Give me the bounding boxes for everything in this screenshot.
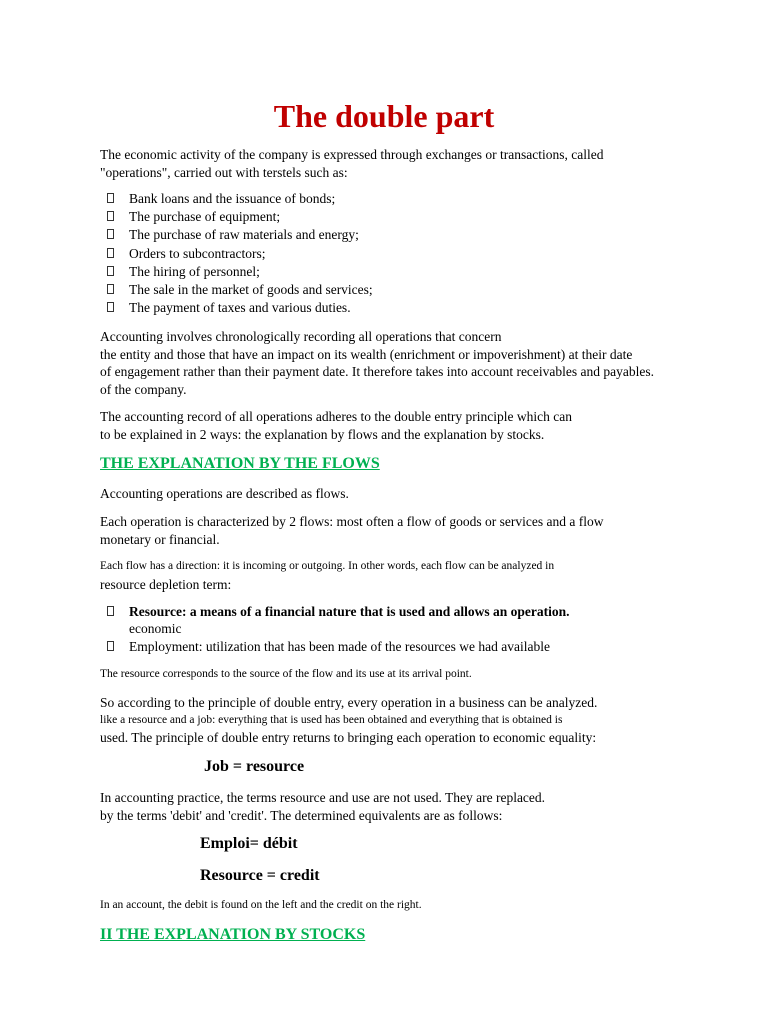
formula-emploi: Emploi= débit [200,835,298,852]
list-item: The purchase of equipment; [100,208,373,226]
record-paragraph [100,408,700,443]
bullet-box-icon [107,193,114,203]
list-item: Employment: utilization that has been made of the resources we had available [100,638,570,656]
page-title: The double part [273,98,495,134]
paragraph-line: monetary or financial. [100,531,220,547]
paragraph-line: So according to the principle of double entry, every operation in a business can be analyzed. [100,695,598,710]
resource-list [100,603,570,657]
paragraph-line: used. The principle of double entry returns to bringing each operation to economic equality: [100,730,597,745]
intro-line: "operations", carried out with terstels such as: [100,164,348,180]
bullet-box-icon [107,641,114,651]
paragraph-line: Accounting involves chronologically recording all operations that concern [100,329,502,344]
paragraph-line: Each flow has a direction: it is incoming or outgoing. In other words, each flow can be analyzed in [100,560,555,572]
resource-note: The resource corresponds to the source of the flow and its use at its arrival point. [100,668,472,680]
formula-resource: Resource = credit [200,867,320,884]
flows-paragraph-2 [100,513,700,548]
bullet-box-icon [107,229,114,239]
paragraph-line: to be explained in 2 ways: the explanation by flows and the explanation by stocks. [100,426,545,442]
paragraph-line: by the terms 'debit' and 'credit'. The determined equivalents are as follows: [100,807,503,823]
flows-paragraph-3 [100,558,700,593]
heading-flows: THE EXPLANATION BY THE FLOWS [100,455,380,472]
operations-list [100,190,373,317]
bullet-box-icon [107,266,114,276]
bullet-box-icon [107,248,114,258]
formula-job: Job = resource [204,758,305,775]
paragraph-line: like a resource and a job: everything that is used has been obtained and everything that is obtained is [100,713,563,726]
paragraph-line: In accounting practice, the terms resource and use are not used. They are replaced. [100,790,546,805]
paragraph-line: Each operation is characterized by 2 flows: most often a flow of goods or services and a flow [100,514,604,529]
paragraph-line: of engagement rather than their payment date. It therefore takes into account receivables and payables. [100,364,655,379]
list-item: Orders to subcontractors; [100,245,373,263]
list-item: The purchase of raw materials and energy; [100,226,373,244]
heading-stocks: II THE EXPLANATION BY STOCKS [100,926,366,943]
accounting-paragraph [100,328,700,398]
list-item: Resource: a means of a financial nature that is used and allows an operation. [100,603,570,621]
paragraph-line: the entity and those that have an impact on its wealth (enrichment or impoverishment) at their date [100,346,633,362]
list-item: The sale in the market of goods and services; [100,281,373,299]
bullet-box-icon [107,284,114,294]
account-note: In an account, the debit is found on the left and the credit on the right. [100,899,422,911]
paragraph-line: The accounting record of all operations adheres to the double entry principle which can [100,409,572,424]
bullet-box-icon [107,302,114,312]
list-item: The hiring of personnel; [100,263,373,281]
paragraph-line: of the company. [100,381,187,397]
flows-paragraph-1: Accounting operations are described as flows. [100,486,349,501]
paragraph-line: resource depletion term: [100,576,232,592]
double-entry-paragraph [100,694,700,747]
intro-line: The economic activity of the company is expressed through exchanges or transactions, called [100,147,604,162]
bullet-box-icon [107,211,114,221]
bullet-box-icon [107,606,114,616]
list-item: Bank loans and the issuance of bonds; [100,190,373,208]
practice-paragraph [100,789,700,824]
list-item-continuation: economic [129,621,182,637]
intro-paragraph [100,146,700,181]
list-item: The payment of taxes and various duties. [100,299,373,317]
